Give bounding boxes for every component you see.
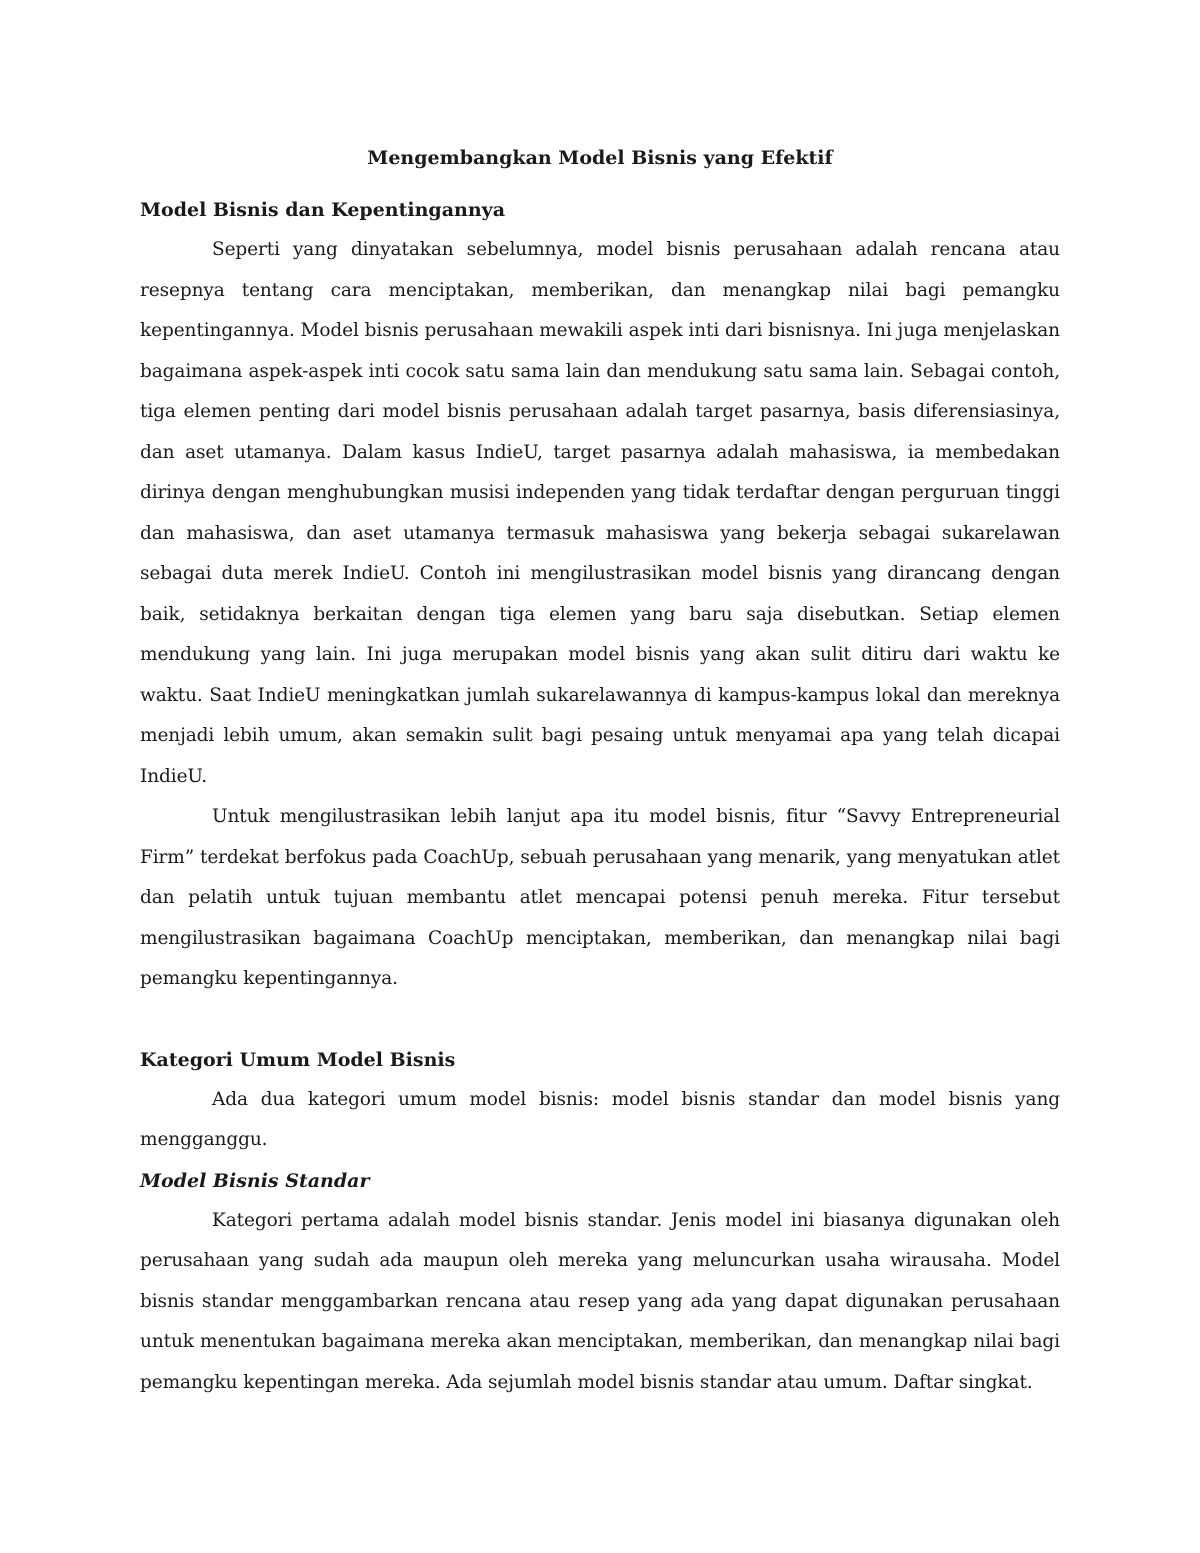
section-heading-model-bisnis: Model Bisnis dan Kepentingannya bbox=[140, 199, 506, 221]
spacer bbox=[140, 178, 1060, 190]
paragraph: Seperti yang dinyatakan sebelumnya, model bisnis perusahaan adalah rencana atau resepnya tentang cara menciptakan, memberikan, dan menangkap nilai bagi pemangku kepentingannya. Model bisnis perusahaan mewakili aspek inti dari bisnisnya. Ini juga menjelaskan bagaimana aspek-aspek inti cocok satu sama lain dan mendukung satu sama lain. Sebagai contoh, tiga elemen penting dari model bisnis perusahaan adalah target pasarnya, basis diferensiasinya, dan aset utamanya. Dalam kasus IndieU, target pasarnya adalah mahasiswa, ia membedakan dirinya dengan menghubungkan musisi independen yang tidak terdaftar dengan perguruan tinggi dan mahasiswa, dan aset utamanya termasuk mahasiswa yang bekerja sebagai sukarelawan sebagai duta merek IndieU. Contoh ini mengilustrasikan model bisnis yang dirancang dengan baik, setidaknya berkaitan dengan tiga elemen yang baru saja disebutkan. Setiap elemen mendukung yang lain. Ini juga merupakan model bisnis yang akan sulit ditiru dari waktu ke waktu. Saat IndieU meningkatkan jumlah sukarelawannya di kampus-kampus lokal dan mereknya menjadi lebih umum, akan semakin sulit bagi pesaing untuk menyamai apa yang telah dicapai IndieU. bbox=[140, 239, 1060, 787]
document-title: Mengembangkan Model Bisnis yang Efektif bbox=[367, 147, 833, 169]
section-heading-kategori-umum: Kategori Umum Model Bisnis bbox=[140, 1048, 456, 1071]
spacer bbox=[140, 1000, 1060, 1040]
paragraph: Ada dua kategori umum model bisnis: model bisnis standar dan model bisnis yang mengganggu. bbox=[140, 1088, 1060, 1150]
subsection-heading-model-bisnis-standar: Model Bisnis Standar bbox=[140, 1169, 370, 1192]
paragraph: Kategori pertama adalah model bisnis standar. Jenis model ini biasanya digunakan oleh perusahaan yang sudah ada maupun oleh mereka yang meluncurkan usaha wirausaha. Model bisnis standar menggambarkan rencana atau resep yang ada yang dapat digunakan perusahaan untuk menentukan bagaimana mereka akan menciptakan, memberikan, dan menangkap nilai bagi pemangku kepentingan mereka. Ada sejumlah model bisnis standar atau umum. Daftar singkat. bbox=[140, 1209, 1060, 1393]
paragraph: Untuk mengilustrasikan lebih lanjut apa itu model bisnis, fitur “Savvy Entrepreneurial Firm” terdekat berfokus pada CoachUp, sebuah perusahaan yang menarik, yang menyatukan atlet dan pelatih untuk tujuan membantu atlet mencapai potensi penuh mereka. Fitur tersebut mengilustrasikan bagaimana CoachUp menciptakan, memberikan, dan menangkap nilai bagi pemangku kepentingannya. bbox=[140, 806, 1060, 989]
document-page bbox=[140, 138, 1060, 1403]
